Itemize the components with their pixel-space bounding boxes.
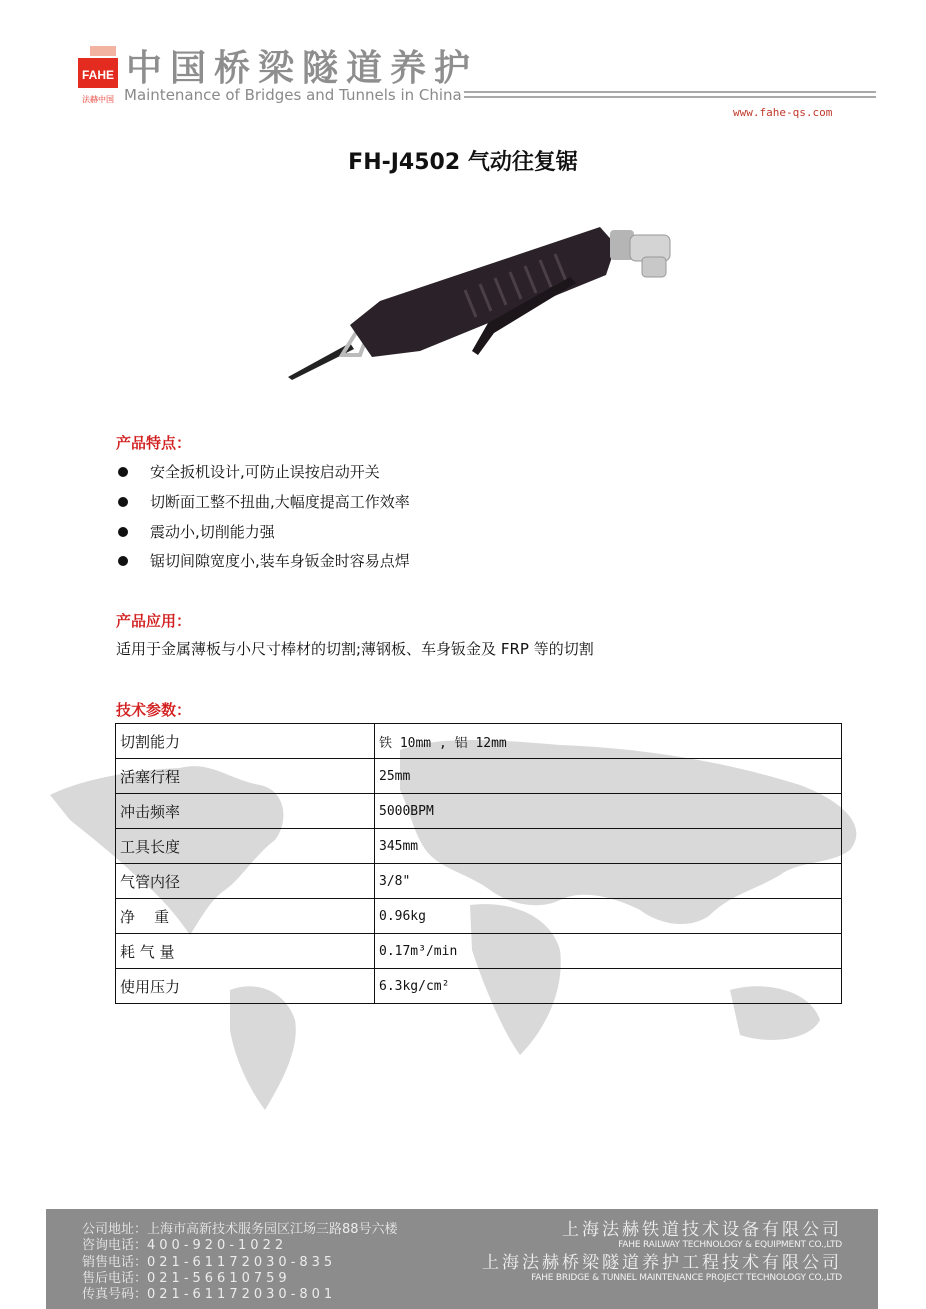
spec-value: 6.3kg/cm²	[375, 969, 842, 1004]
contact-hotline: 咨询电话：400-920-1022	[82, 1238, 288, 1254]
company2-name-en: FAHE BRIDGE & TUNNEL MAINTENANCE PROJECT TECHNOLOGY CO.,LTD	[531, 1273, 842, 1283]
spec-label: 耗 气 量	[116, 934, 375, 969]
spec-table	[115, 723, 842, 1004]
feature-item: 锯切间隙宽度小,装车身钣金时容易点焊	[116, 550, 410, 571]
contact-fax: 传真号码：021-61172030-801	[82, 1287, 337, 1303]
application-text: 适用于金属薄板与小尺寸棒材的切割;薄钢板、车身钣金及 FRP 等的切割	[116, 640, 594, 658]
brand-name-cn: 中国桥梁隧道养护	[126, 48, 479, 89]
feature-item: 切断面工整不扭曲,大幅度提高工作效率	[116, 491, 410, 512]
website-link[interactable]: www.fahe-qs.com	[733, 106, 833, 119]
features-heading: 产品特点：	[116, 434, 192, 452]
specs-heading: 技术参数：	[116, 701, 192, 719]
spec-value: 3/8"	[375, 864, 842, 899]
footer-companies	[442, 1220, 842, 1284]
company2-name-cn: 上海法赫桥梁隧道养护工程技术有限公司	[482, 1253, 842, 1273]
footer-contacts	[82, 1222, 398, 1303]
spec-label: 气管内径	[116, 864, 375, 899]
spec-label: 活塞行程	[116, 759, 375, 794]
brand-name-en: Maintenance of Bridges and Tunnels in China	[124, 86, 462, 104]
feature-item: 震动小,切削能力强	[116, 521, 275, 542]
application-heading: 产品应用：	[116, 612, 192, 630]
header-divider	[464, 91, 876, 101]
table-row	[116, 724, 842, 759]
spec-label: 冲击频率	[116, 794, 375, 829]
spec-value: 5000BPM	[375, 794, 842, 829]
feature-item: 安全扳机设计,可防止误按启动开关	[116, 461, 380, 482]
spec-label: 使用压力	[116, 969, 375, 1004]
page-title: FH-J4502 气动往复锯	[348, 150, 578, 175]
spec-label: 工具长度	[116, 829, 375, 864]
bullet-icon	[118, 527, 128, 537]
reciprocating-saw-image	[280, 205, 700, 390]
table-row	[116, 969, 842, 1004]
contact-address: 公司地址：上海市高新技术服务园区江场三路88号六楼	[82, 1222, 398, 1237]
svg-text:FAHE: FAHE	[81, 68, 115, 82]
spec-value: 25mm	[375, 759, 842, 794]
spec-value: 铁 10mm , 铝 12mm	[375, 724, 842, 759]
table-row	[116, 759, 842, 794]
bullet-icon	[118, 497, 128, 507]
spec-label: 净 重	[116, 899, 375, 934]
company1-name-en: FAHE RAILWAY TECHNOLOGY & EQUIPMENT CO.,LTD	[618, 1240, 842, 1250]
contact-sales: 销售电话：021-61172030-835	[82, 1254, 337, 1270]
table-row	[116, 794, 842, 829]
spec-value: 0.17m³/min	[375, 934, 842, 969]
contact-service: 售后电话：021-56610759	[82, 1270, 291, 1286]
table-row	[116, 899, 842, 934]
bullet-icon	[118, 467, 128, 477]
table-row	[116, 934, 842, 969]
spec-value: 0.96kg	[375, 899, 842, 934]
company1-name-cn: 上海法赫铁道技术设备有限公司	[562, 1220, 842, 1240]
spec-label: 切割能力	[116, 724, 375, 759]
table-row	[116, 864, 842, 899]
table-row	[116, 829, 842, 864]
spec-value: 345mm	[375, 829, 842, 864]
bullet-icon	[118, 556, 128, 566]
svg-text:法赫中国: 法赫中国	[82, 95, 114, 104]
fahe-logo	[76, 44, 120, 108]
